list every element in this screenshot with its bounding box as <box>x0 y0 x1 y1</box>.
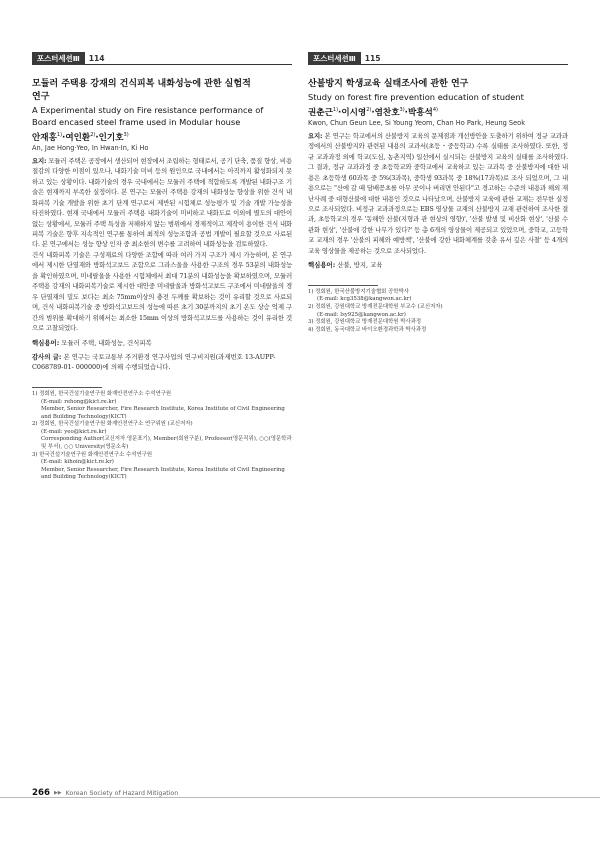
session-header <box>308 52 568 65</box>
author-name: 박흥석 <box>407 107 433 118</box>
author-affil-mark: 3) <box>399 107 405 113</box>
authors-ko <box>32 129 292 144</box>
page-footer <box>32 788 178 798</box>
session-tag: 포스터세션Ⅲ <box>32 52 85 65</box>
session-tag: 포스터세션Ⅲ <box>308 52 361 65</box>
footnote-line: (E-mail: kcg3538@kangwon.ac.kr) <box>317 296 412 303</box>
acknowledgement <box>32 352 292 373</box>
author-name: 인기호 <box>98 132 124 143</box>
author-affil-mark: 1) <box>56 132 63 138</box>
right-article <box>308 52 568 334</box>
footnote-head: 3) 한국건설기술연구원 화재안전연구소 수석연구원 <box>32 451 153 458</box>
title-en-line: Board encased steel frame used in Modular house <box>32 117 241 127</box>
title-ko <box>32 78 292 104</box>
author-name: 염찬호 <box>374 107 400 118</box>
session-number: 115 <box>364 53 381 63</box>
footnote-line: Member, Senior Researcher, Fire Research Institute, Korea Institute of Civil Engineering and Building Technology(KICT) <box>41 406 285 420</box>
title-en-line: A Experimental study on Fire resistance performance of <box>32 105 264 115</box>
keywords <box>32 338 292 348</box>
author-name: 여인환 <box>65 132 91 143</box>
arrow-icon: ▶▶ <box>53 790 62 796</box>
title-ko-line: 모듈러 주택용 강재의 건식피복 내화성능에 관한 실험적 <box>32 79 251 89</box>
left-article <box>32 52 292 482</box>
abstract-label: 요지: <box>32 156 47 165</box>
footnote-line: (E-mail: lsy925@kangwon.ac.kr) <box>317 311 406 318</box>
footnote-head: 2) 정회원, 강원대학교 방재전문대학원 부교수 (교신저자) <box>308 303 443 310</box>
authors-ko <box>308 104 568 119</box>
author-name: 이시영 <box>341 107 367 118</box>
footnote-head: 2) 정회원, 한국건설기술연구원 화재안전연구소 연구위원 (교신저자) <box>32 421 193 428</box>
footnotes <box>32 391 292 482</box>
abstract-label: 요지: <box>308 131 323 140</box>
author-affil-mark: 1) <box>332 107 339 113</box>
footnote-head: 3) 정회원, 강원대학교 방재전문대학원 박사과정 <box>308 319 422 326</box>
footnote-line: Member, Senior Researcher, Fire Research Institute, Korea Institute of Civil Engineering and Building Technology(KICT) <box>41 466 285 481</box>
author-separator: · <box>338 107 342 118</box>
page-number: 266 <box>32 788 50 798</box>
title-ko-line: 연구 <box>32 92 50 102</box>
footnote-line: (E-mail: yeo@kict.re.kr) <box>41 428 107 435</box>
session-number: 114 <box>88 53 105 63</box>
footnote-line: Corresponding Author(교신저자 영문표기), Member(회원구분), Professor(영문직위), ○○(영문학과 및 부서), ○○ University(영문소속) <box>41 436 292 451</box>
keywords-text: 모듈러 주택, 내화성능, 건식피복 <box>61 338 152 347</box>
keywords-text: 산불, 방지, 교육 <box>337 261 383 270</box>
author-separator: · <box>371 107 375 118</box>
abstract-text-2: 건식 내화피복 기술은 구성재료의 다양한 조합에 따라 여러 가지 구조가 제시 가능하며, 본 연구에서 제시한 단열재와 방화석고보드 조합으로 그라스울을 사용한 구조의 경우 53분의 내화성능을 확인하였으며, 미네랄울을 사용한 시험체에서 최대 71분의 내화성능을 확보하였으며, 모듈러 주택용 강재의 내화피복기술로 제시한 대안중 미네랄울과 방화석고보드 구조에서 미네랄울의 경우 단열재의 밀도 보다는 최소 75mm이상의 충전 두께를 확보하는 것이 유리할 것으로 사료되며, 건식 내화피복기술 중 방화석고보드의 성능에 따른 초기 30분까지의 초기 온도 상승 억제 구간의 범위를 확대하기 위해서는 최소한 15mm 이상의 방화석고보드를 사용하는 것이 유리한 것으로 고찰되었다. <box>32 250 292 333</box>
footnote-head: 4) 정회원, 동국대학교 바이오환경과학과 박사과정 <box>308 326 427 333</box>
footnote-head: 1) 정회원, 한국산불방지기술협회 공학박사 <box>308 288 409 295</box>
ack-text: 본 연구는 국토교통부 주거환경 연구사업의 연구비지원(과제번호 13-AUPP-C068789-01- 000000)에 의해 수행되었습니다. <box>32 353 276 372</box>
author-affil-mark: 4) <box>432 107 438 113</box>
author-separator: · <box>95 132 99 143</box>
title-ko: 산불방지 학생교육 실태조사에 관한 연구 <box>308 79 469 89</box>
author-affil-mark: 2) <box>90 132 96 138</box>
footnote-rule <box>308 285 378 286</box>
author-affil-mark: 2) <box>366 107 372 113</box>
abstract <box>308 131 568 256</box>
session-header <box>32 52 292 65</box>
footnotes <box>308 289 568 335</box>
author-name: 권춘근 <box>308 107 333 118</box>
ack-label: 감사의 글: <box>32 353 62 362</box>
footnote-line: (E-mail: kihoin@kict.re.kr) <box>41 459 114 466</box>
abstract <box>32 156 292 250</box>
authors-en: Kwon, Chun Geun Lee, Si Young Yeom, Chan Ho Park, Heung Seok <box>308 118 526 127</box>
keywords-label: 핵심용어: <box>308 261 336 270</box>
keywords <box>308 260 568 270</box>
footnote-line: (E-mail: rehong@kict.re.kr) <box>41 398 117 405</box>
title-en <box>32 104 292 128</box>
footnote-head: 1) 정회원, 한국건설기술연구원 화재안전연구소 수석연구원 <box>32 390 172 397</box>
footnote-rule <box>32 387 102 388</box>
author-separator: · <box>404 107 408 118</box>
author-affil-mark: 3) <box>123 132 129 138</box>
abstract-text: 모듈러 주택은 공장에서 생산되어 현장에서 조립하는 형태로서, 공기 단축, 품질 향상, 비용 절감의 다양한 이점이 있으나, 내화기술 미비 등의 원인으로 국내에서는 아직까지 활성화되지 못하고 있는 상황이다. 내화기술의 경우 국내에서는 모듈러 주택에 적합하도록 개발된 내화구조 기술은 현재까지 부족한 실정이다. 본 연구는 모듈러 주택용 강재의 내화성능 향상을 위한 건식 내화피복 기술 개발을 위한 초기 단계 연구로서 제반된 시험체로 성능평가 및 기술 개발 가능성을 타진하였다. 현재 국내에서 모듈러 주택용 내화기술이 미비하고 내화도료 이외에 별도의 대안이 없는 상황에서, 모듈러 주택 특성을 저해하지 않는 범위에서 경제적이고 제작이 용이한 건식 내화피복 기술은 향후 지속적인 연구를 통하여 최적의 성능조합과 공법 개발이 필요할 것으로 사료된다. 본 연구에서는 성능 향상 인자 중 최소한의 변수를 고려하여 내화성능을 검토하였다. <box>32 156 292 249</box>
abstract-text: 본 연구는 학교에서의 산불방지 교육의 문제점과 개선방안을 도출하기 위하여 정규 교과과정에서의 산불방지와 관련된 내용의 교과서(초등・중등학교) 수록 실태를 조사하였다. 또한, 정규 교과과정 외에 학교(도심, 농촌지역) 일선에서 실시되는 산불방지 교육의 실태를 조사하였다. 그 결과, 정규 교과과정 중 초등학교와 중학교에서 교육하고 있는 교과목 중 산불방지에 대한 내용은 초등학생 60과목 중 5%(3과목), 중학생 93과목 중 18%(17과목)로 조사 되었으며, 그 내용으로는 "산에 갈 때 담배꽁초를 아무 곳이나 버리면 안된다"고 경고하는 수준의 내용과 해외 재난사례 중 대형산불에 대한 내용인 것으로 나타났으며, 산불방지 교육에 관한 교재는 전무한 실정으로 조사되었다. 비정규 교과과정으로는 EBS 영상물 교재의 산불방지 교재 관련하여 조사한 결과, 초등학교의 경우 '동해안 산불(지형과 관 현상의 영향)', '산불 발생 및 비산화 현상', '산불 수관화 현상', '산불에 강한 나무가 있다?' 등 총 6개의 영상물이 제공되고 있었으며, 중학교, 고등학교 교재의 경우 '산불의 피해와 예방책', '산불에 강한 내화체계를 갖춘 유서 깊은 사찰' 등 4개의 교육 영상물을 제공하는 것으로 조사되었다. <box>308 131 568 255</box>
society-name: Korean Society of Hazard Mitigation <box>65 789 179 797</box>
title-en: Study on forest fire prevention education of student <box>308 92 524 102</box>
keywords-label: 핵심용어: <box>32 338 60 347</box>
author-name: 안재홍 <box>32 132 57 143</box>
author-separator: · <box>62 132 66 143</box>
authors-en: An, Jae Hong·Yeo, In Hwan·In, Ki Ho <box>32 143 149 152</box>
